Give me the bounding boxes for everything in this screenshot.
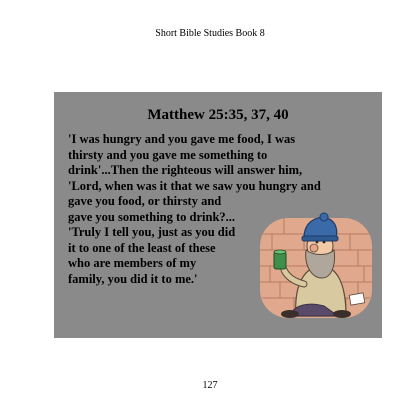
scripture-slide	[54, 92, 382, 338]
verse-line: family, you did it to me.'	[68, 271, 198, 286]
verse-line: thirsty and you gave me something to	[68, 147, 268, 162]
verse-line: gave you food, or thirsty and	[68, 194, 222, 208]
verse-line: who are members of my	[68, 256, 197, 270]
scripture-reference: Matthew 25:35, 37, 40	[147, 107, 289, 123]
verse-line: it to one of the least of these	[68, 240, 216, 255]
verse-line: drink'...Then the righteous will answer him,	[68, 163, 303, 177]
verse-line: 'Lord, when was it that we saw you hungry and	[68, 178, 321, 193]
page-number: 127	[202, 380, 218, 391]
scripture-verse	[68, 132, 378, 287]
verse-line: gave you something to drink?...	[68, 209, 236, 224]
verse-line: 'I was hungry and you gave me food, I was	[68, 132, 296, 146]
running-header: Short Bible Studies Book 8	[155, 28, 265, 39]
verse-line: 'Truly I tell you, just as you did	[68, 225, 236, 239]
